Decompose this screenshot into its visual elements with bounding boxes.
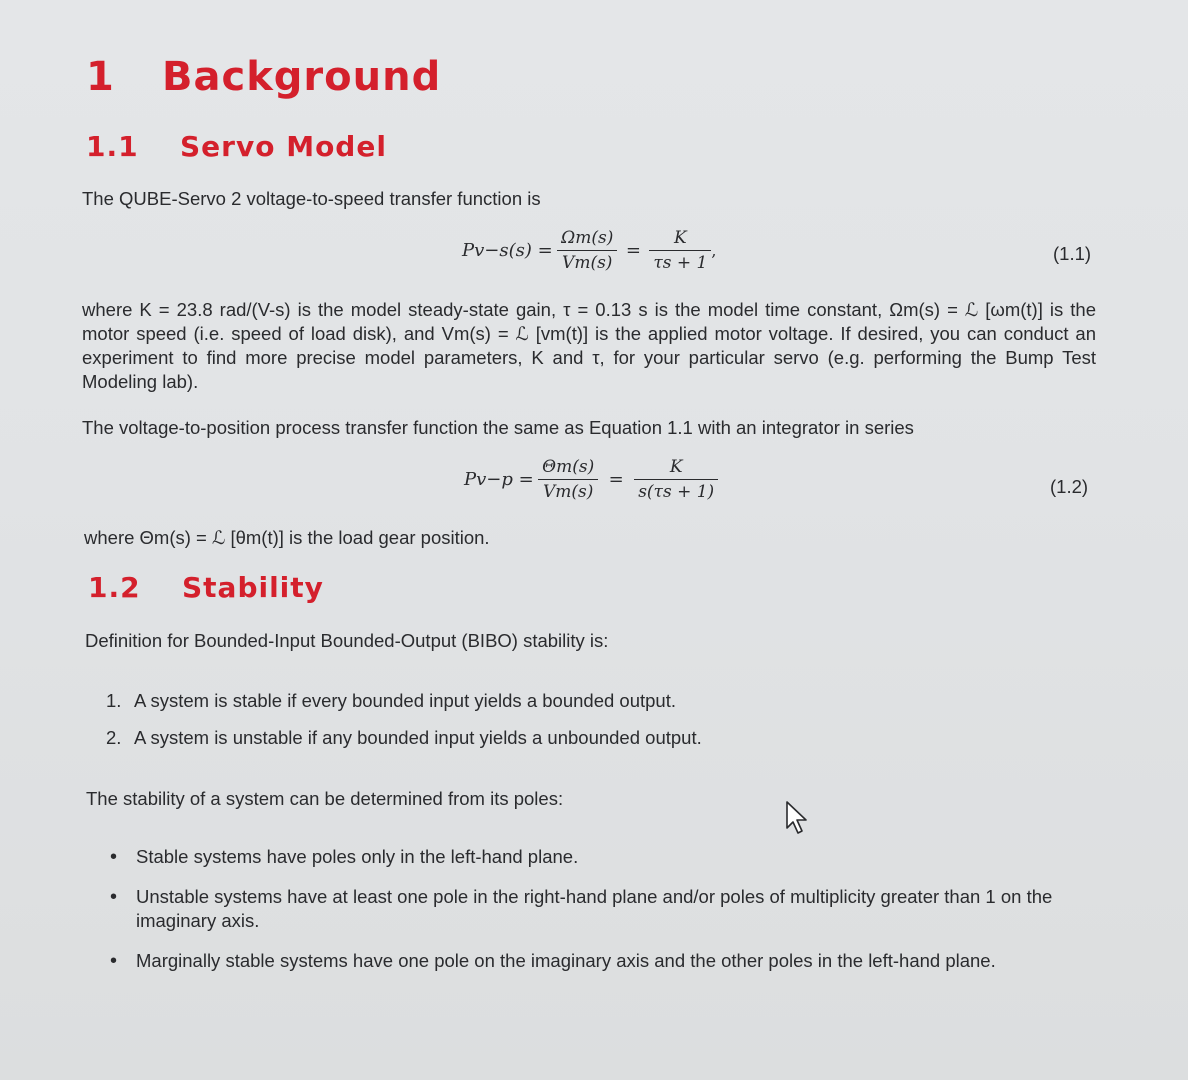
eq1-fraction-1 xyxy=(557,228,617,273)
eq1-equals: = xyxy=(625,240,641,261)
list-item xyxy=(106,726,702,750)
eq2-fraction-1 xyxy=(538,457,598,502)
bullet-icon: • xyxy=(110,886,118,908)
list-item-text: A system is unstable if any bounded input yields a unbounded output. xyxy=(134,727,702,748)
equation-number-1-1: (1.1) xyxy=(1053,243,1092,264)
subsection-heading-servo-model xyxy=(86,130,387,163)
eq1-numerator-1: Ωm(s) xyxy=(557,228,617,251)
where2-paragraph: where Θm(s) = ℒ [θm(t)] is the load gear position. xyxy=(84,527,490,548)
servo-intro-paragraph: The QUBE-Servo 2 voltage-to-speed transfer function is xyxy=(82,188,541,209)
list-item xyxy=(106,689,702,713)
list-item-text: Stable systems have poles only in the left-hand plane. xyxy=(136,846,579,867)
poles-intro: The stability of a system can be determined from its poles: xyxy=(86,788,564,809)
eq1-denominator-1: Vm(s) xyxy=(562,253,613,273)
equation-number-1-2: (1.2) xyxy=(1050,476,1089,497)
eq2-numerator-2: K xyxy=(634,457,718,480)
list-marker: 2. xyxy=(106,727,122,748)
bullet-icon: • xyxy=(110,846,118,868)
list-item-text: Marginally stable systems have one pole on the imaginary axis and the other poles in the left-hand plane. xyxy=(136,950,996,971)
list-item xyxy=(108,845,1093,869)
position-intro-paragraph: The voltage-to-position process transfer function the same as Equation 1.1 with an integrator in series xyxy=(82,417,914,438)
eq2-lhs: Pv−p = xyxy=(464,469,534,490)
bibo-definition: Definition for Bounded-Input Bounded-Output (BIBO) stability is: xyxy=(85,630,609,651)
bullet-icon: • xyxy=(110,950,118,972)
where-paragraph: where K = 23.8 rad/(V-s) is the model steady-state gain, τ = 0.13 s is the model time constant, Ωm(s) = ℒ [ωm(t)] is the motor speed (i.e. speed of load disk), and Vm(s) = ℒ [vm(t)] is the applied motor voltage. If desired, you can conduct an experiment to find more precise model parameters, K and τ, for your particular servo (e.g. performing the Bump Test Modeling lab). xyxy=(82,299,1096,392)
section-title: Background xyxy=(162,54,442,100)
subsection-heading-stability xyxy=(88,571,324,604)
eq1-comma: , xyxy=(711,241,717,260)
subsection-title: Stability xyxy=(182,571,324,604)
eq2-equals: = xyxy=(608,469,624,490)
list-item xyxy=(108,949,1093,973)
eq2-numerator-1: Θm(s) xyxy=(538,457,598,480)
eq2-denominator-2: s(τs + 1) xyxy=(638,482,715,502)
list-item-text: A system is stable if every bounded input yields a bounded output. xyxy=(134,690,676,711)
list-item xyxy=(108,885,1093,933)
subsection-title: Servo Model xyxy=(180,130,387,163)
eq1-denominator-2: τs + 1 xyxy=(653,253,708,273)
bibo-numbered-list xyxy=(106,689,702,763)
eq2-denominator-1: Vm(s) xyxy=(542,482,594,502)
mouse-pointer-icon xyxy=(784,800,814,836)
eq1-fraction-2 xyxy=(649,228,711,273)
eq1-lhs: Pv−s(s) = xyxy=(462,240,553,261)
eq1-numerator-2: K xyxy=(649,228,711,251)
list-item-text: Unstable systems have at least one pole in the right-hand plane and/or poles of multiplicity greater than 1 on the imaginary axis. xyxy=(136,886,1053,931)
section-number: 1 xyxy=(86,54,115,100)
subsection-number: 1.1 xyxy=(86,130,139,163)
subsection-number: 1.2 xyxy=(88,571,141,604)
equation-1-1 xyxy=(462,228,716,273)
eq2-fraction-2 xyxy=(634,457,718,502)
equation-1-2 xyxy=(464,457,718,502)
section-heading xyxy=(86,54,441,100)
list-marker: 1. xyxy=(106,690,122,711)
poles-bullet-list xyxy=(108,845,1093,989)
